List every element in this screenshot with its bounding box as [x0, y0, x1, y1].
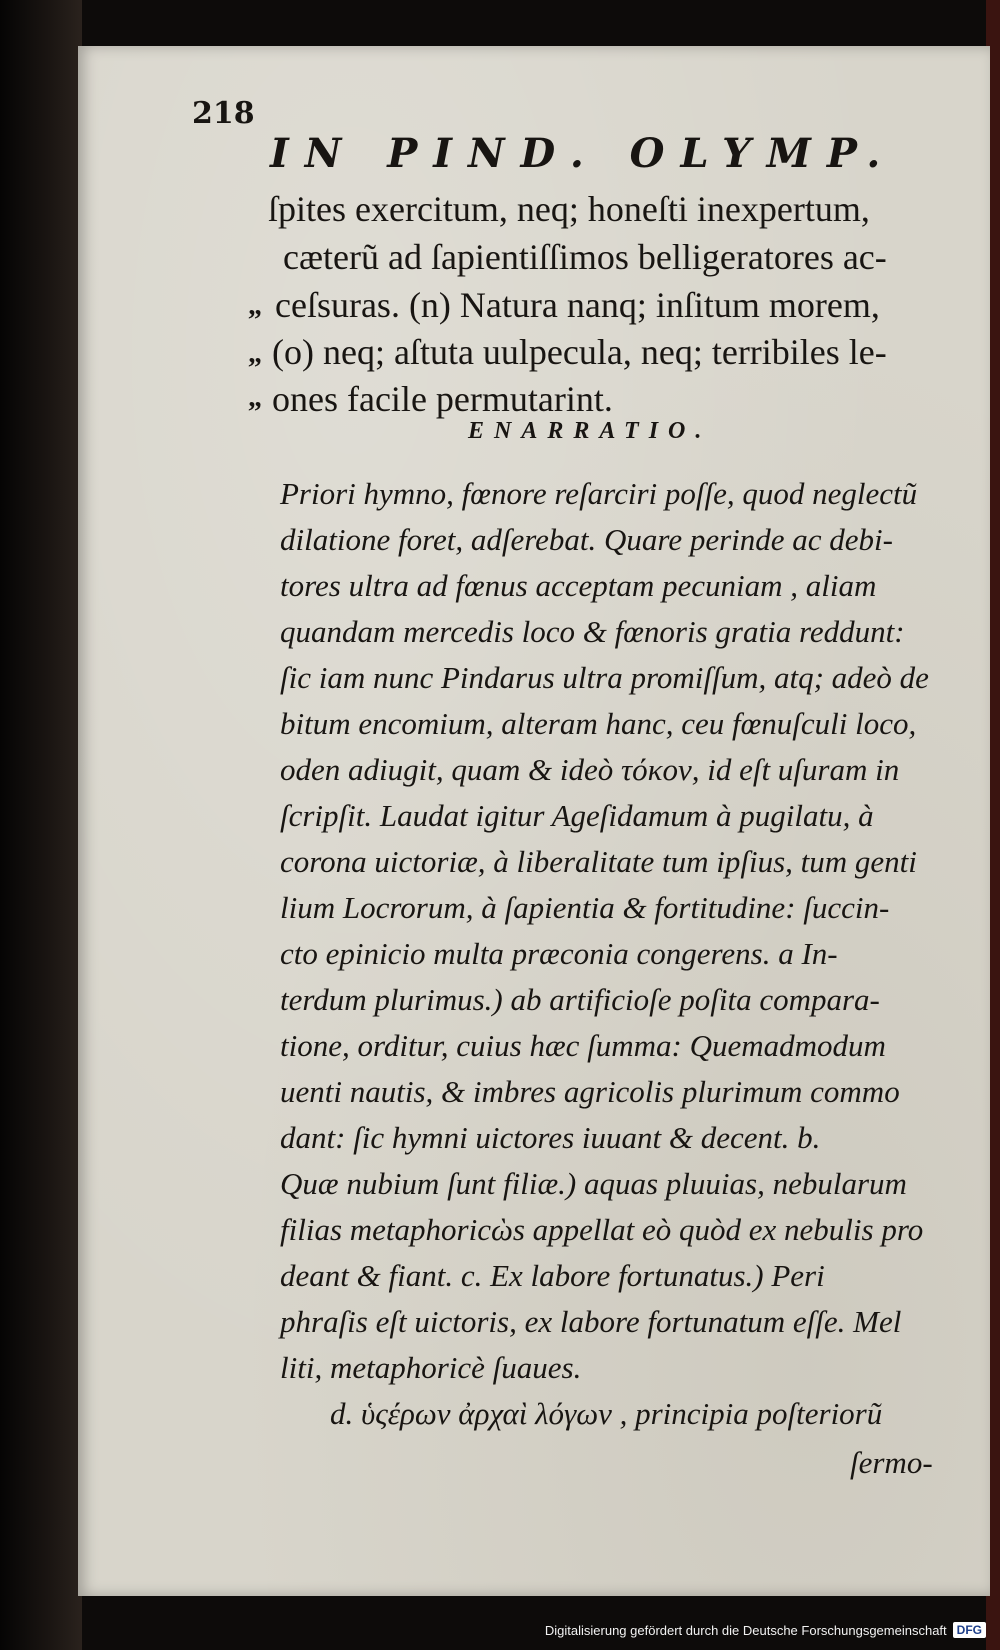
commentary-line-11: cto epinicio multa præconia congerens. a In- — [280, 936, 838, 971]
commentary-line-19: phraſis eſt uictoris, ex labore fortunatum eſſe. Mel — [280, 1304, 902, 1339]
scan-left-edge — [0, 0, 82, 1650]
commentary-line-6: bitum encomium, alteram hanc, ceu fœnuſculi loco, — [280, 706, 917, 741]
body-line-4: (o) neq; aſtuta uulpecula, neq; terribiles le- — [272, 332, 887, 372]
body-line-1: ſpites exercitum, neq; honeſti inexpertum, — [268, 189, 870, 229]
commentary-line-1: Priori hymno, fœnore reſarciri poſſe, quod neglectũ — [280, 476, 918, 511]
footer-text: Digitalisierung gefördert durch die Deutsche Forschungsgemeinschaft — [544, 1622, 947, 1638]
quote-mark-3: „ — [248, 382, 262, 413]
commentary-line-21: d. ὑςέρων ἀρχαὶ λόγων , principia poſteriorũ — [330, 1396, 883, 1431]
quote-mark-2: „ — [248, 338, 262, 369]
catchword: ſermo- — [850, 1445, 933, 1480]
commentary-line-15: dant: ſic hymni uictores iuuant & decent. b. — [280, 1120, 821, 1155]
commentary-line-3: tores ultra ad fœnus acceptam pecuniam , aliam — [280, 568, 877, 603]
footer-attribution — [545, 1618, 986, 1642]
commentary-line-13: tione, orditur, cuius hæc ſumma: Quemadmodum — [280, 1028, 886, 1063]
dfg-logo-icon: DFG — [953, 1622, 986, 1638]
commentary-line-16: Quæ nubium ſunt filiæ.) aquas pluuias, nebularum — [280, 1166, 907, 1201]
commentary-line-20: liti, metaphoricè ſuaues. — [280, 1350, 582, 1385]
body-line-5: ones facile permutarint. — [272, 379, 613, 419]
page-number: 218 — [192, 96, 255, 131]
commentary-line-17: filias metaphoricὼs appellat eò quòd ex nebulis pro — [280, 1212, 924, 1247]
commentary-line-9: corona uictoriæ, à liberalitate tum ipſius, tum genti — [280, 844, 917, 879]
commentary-line-18: deant & fiant. c. Ex labore fortunatus.) Peri — [280, 1258, 825, 1293]
commentary-line-4: quandam mercedis loco & fœnoris gratia reddunt: — [280, 614, 905, 649]
body-line-2: cæterũ ad ſapientiſſimos belligeratores ac- — [283, 237, 887, 277]
commentary-line-7: oden adiugit, quam & ideò τόκον, id eſt uſuram in — [280, 752, 900, 787]
body-line-3: ceſsuras. (n) Natura nanq; inſitum morem, — [275, 285, 880, 325]
commentary-line-10: lium Locrorum, à ſapientia & fortitudine: ſuccin- — [280, 890, 890, 925]
running-head: IN PIND. OLYMP. — [270, 130, 897, 177]
quote-mark-1: „ — [248, 290, 262, 321]
commentary-line-14: uenti nautis, & imbres agricolis plurimum commo — [280, 1074, 900, 1109]
commentary-line-8: ſcripſit. Laudat igitur Ageſidamum à pugilatu, à — [280, 798, 874, 833]
commentary-line-5: ſic iam nunc Pindarus ultra promiſſum, atq; adeò de — [280, 660, 929, 695]
commentary-line-12: terdum plurimus.) ab artificioſe poſita compara- — [280, 982, 880, 1017]
commentary-line-2: dilatione foret, adſerebat. Quare perinde ac debi- — [280, 522, 893, 557]
section-heading: ENARRATIO. — [468, 418, 712, 444]
